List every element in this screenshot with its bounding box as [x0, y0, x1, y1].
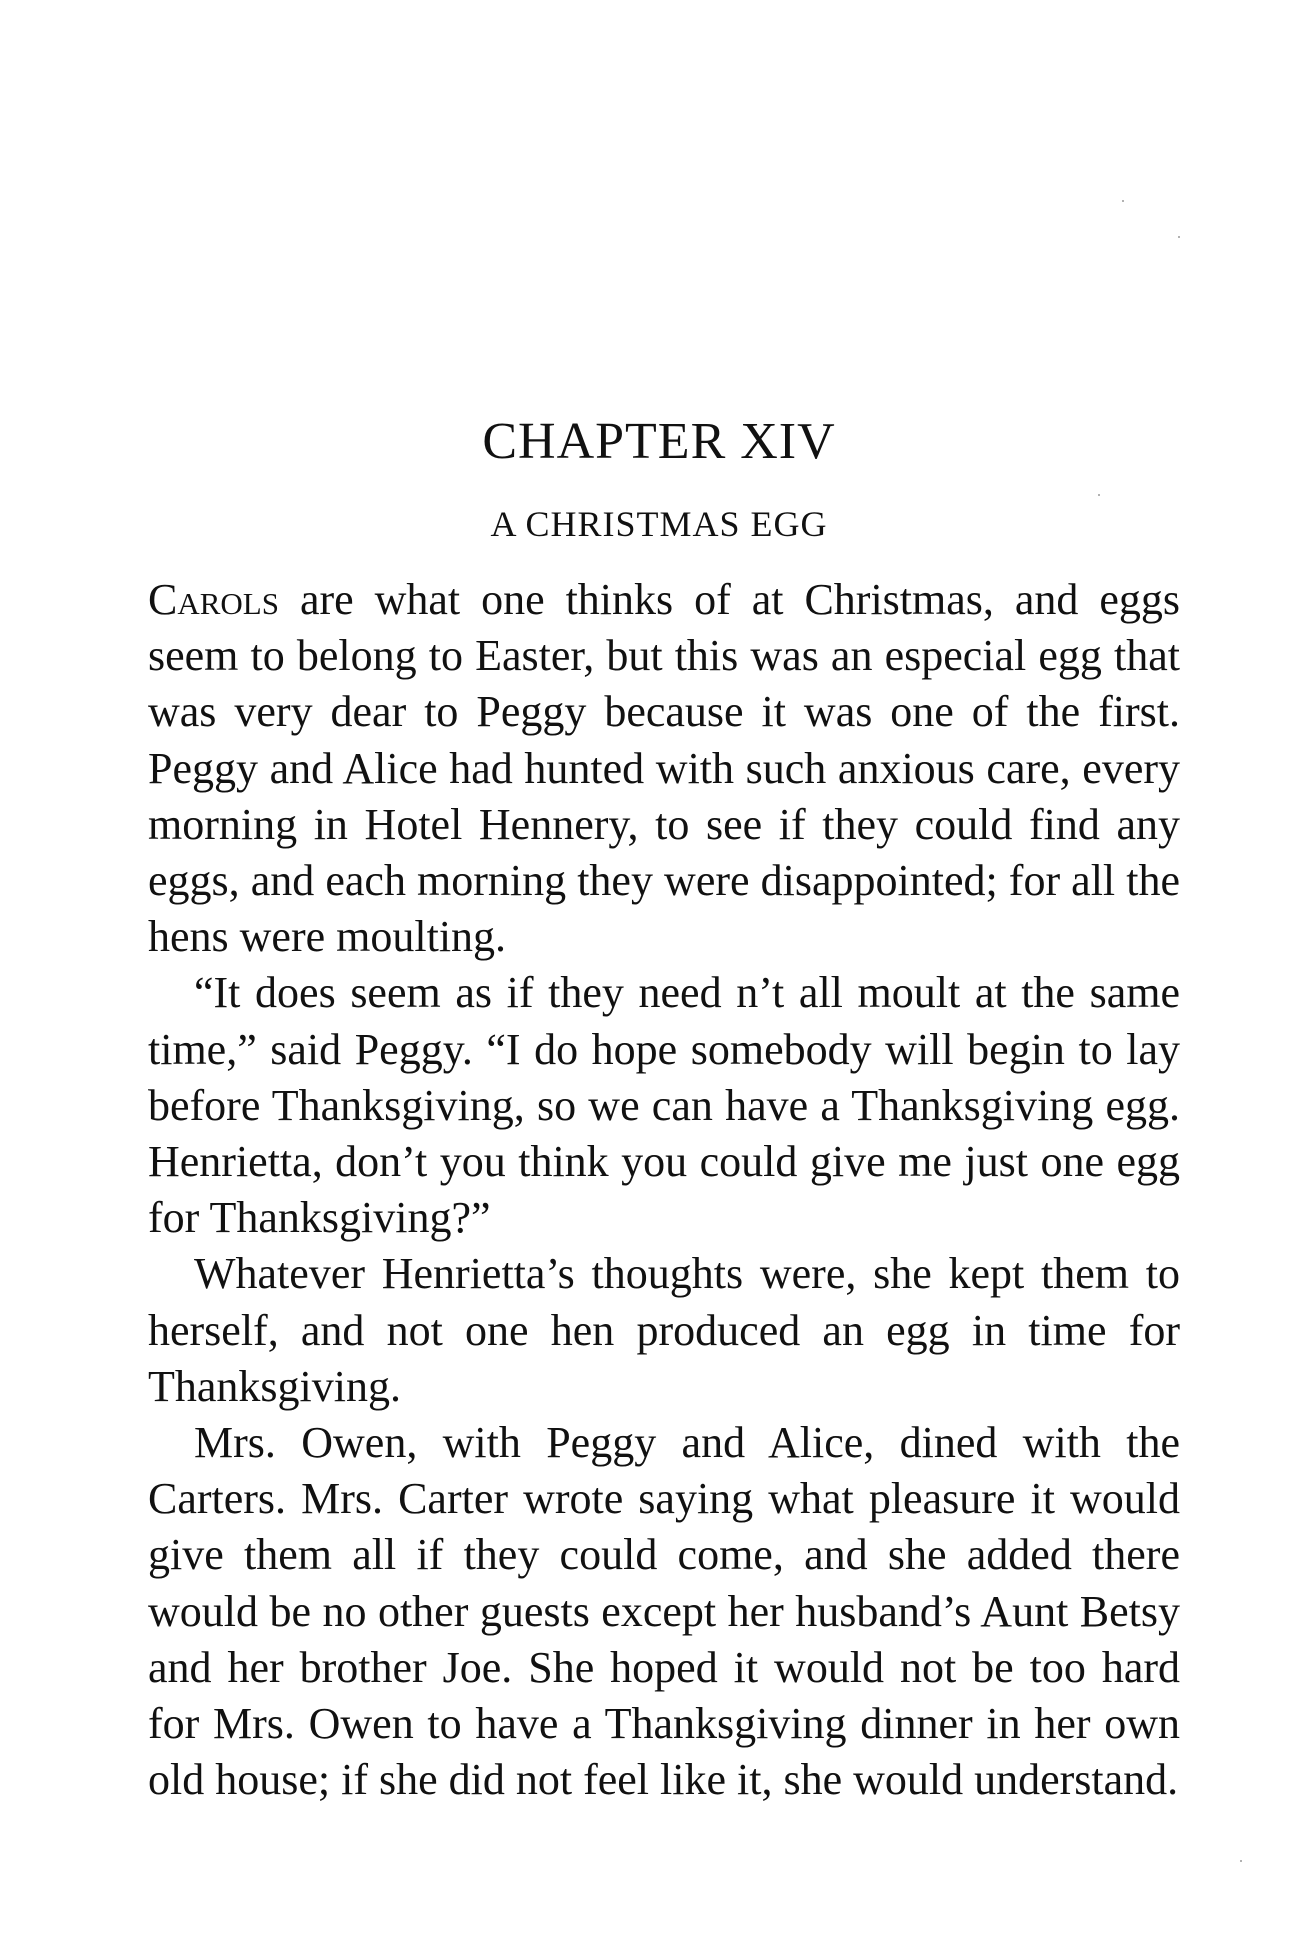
chapter-body: [148, 572, 1180, 1808]
paragraph-2: “It does seem as if they need n’t all moult at the same time,” said Peggy. “I do hope somebody will begin to lay before Thanksgiving, so we can have a Thanksgiving egg. Henrietta, don’t you think you could give me just one egg for Thanksgiving?”: [148, 968, 1180, 1243]
scan-speck: [1098, 494, 1100, 496]
scan-speck: [1178, 236, 1180, 238]
paragraph-text: are what one thinks of at Christmas, and eggs seem to belong to Easter, but this was an especial egg that was very dear to Peggy because it was one of the first. Peggy and Alice had hunted with such anxious care, every morning in Hotel Hennery, to see if they could find any eggs, and each morning they were disappointed; for all the hens were moulting.: [148, 575, 1180, 962]
paragraph-4: Mrs. Owen, with Peggy and Alice, dined with the Carters. Mrs. Carter wrote saying what pleasure it would give them all if they could come, and she added there would be no other guests except her husband’s Aunt Betsy and her brother Joe. She hoped it would not be too hard for Mrs. Owen to have a Thanksgiving dinner in her own old house; if she did not feel like it, she would understand.: [148, 1418, 1180, 1805]
paragraph-3: Whatever Henrietta’s thoughts were, she kept them to herself, and not one hen produced an egg in time for Thanksgiving.: [148, 1249, 1180, 1411]
paragraph-lead-word: Carols: [148, 575, 279, 624]
scan-speck: [1122, 200, 1124, 202]
paragraph-1: [148, 572, 1180, 965]
chapter-number: CHAPTER XIV: [482, 413, 836, 470]
chapter-title: A CHRISTMAS EGG: [490, 504, 828, 544]
scan-speck: [1240, 1860, 1242, 1862]
